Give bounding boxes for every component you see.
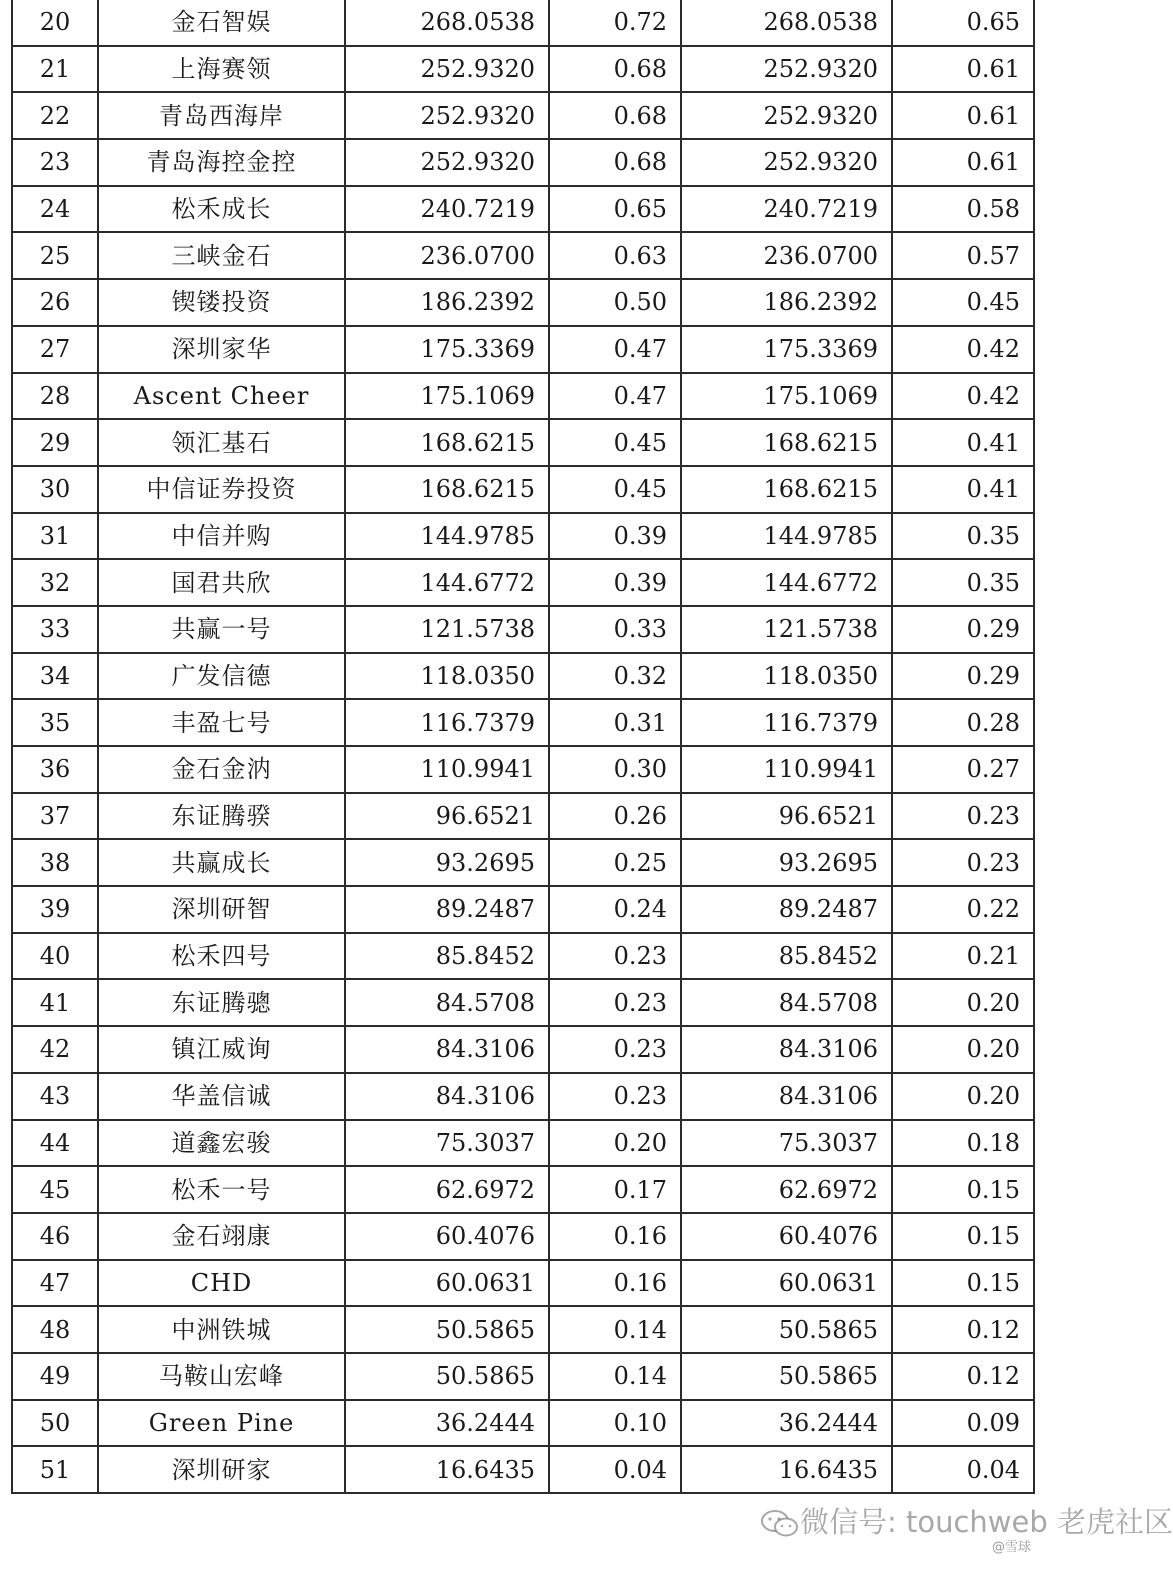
holder-name-cell: 金石金汭 xyxy=(98,746,345,793)
row-number-cell: 24 xyxy=(12,186,98,233)
shares-before-cell: 186.2392 xyxy=(345,279,549,326)
row-number-cell: 45 xyxy=(12,1166,98,1213)
table-row xyxy=(12,839,1034,886)
holder-name-cell: 共赢成长 xyxy=(98,839,345,886)
ratio-before-cell: 0.30 xyxy=(549,746,681,793)
holder-name-cell: 深圳研家 xyxy=(98,1446,345,1493)
table-row xyxy=(12,746,1034,793)
ratio-before-cell: 0.72 xyxy=(549,0,681,46)
shares-before-cell: 75.3037 xyxy=(345,1120,549,1167)
ratio-before-cell: 0.14 xyxy=(549,1306,681,1353)
table-row xyxy=(12,1446,1034,1493)
ratio-after-cell: 0.57 xyxy=(892,232,1034,279)
table-row xyxy=(12,1306,1034,1353)
wechat-icon xyxy=(760,1508,800,1538)
table-row xyxy=(12,1213,1034,1260)
shares-after-cell: 50.5865 xyxy=(681,1353,892,1400)
ratio-before-cell: 0.68 xyxy=(549,139,681,186)
table-row xyxy=(12,1260,1034,1307)
table-row xyxy=(12,1073,1034,1120)
shares-before-cell: 168.6215 xyxy=(345,419,549,466)
shares-after-cell: 60.4076 xyxy=(681,1213,892,1260)
table-row xyxy=(12,1353,1034,1400)
row-number-cell: 40 xyxy=(12,933,98,980)
ratio-before-cell: 0.23 xyxy=(549,933,681,980)
ratio-after-cell: 0.65 xyxy=(892,0,1034,46)
shares-before-cell: 16.6435 xyxy=(345,1446,549,1493)
shares-before-cell: 89.2487 xyxy=(345,886,549,933)
ratio-after-cell: 0.23 xyxy=(892,839,1034,886)
ratio-after-cell: 0.29 xyxy=(892,653,1034,700)
ratio-after-cell: 0.04 xyxy=(892,1446,1034,1493)
table-row xyxy=(12,1166,1034,1213)
shares-before-cell: 175.3369 xyxy=(345,326,549,373)
shares-after-cell: 110.9941 xyxy=(681,746,892,793)
shares-before-cell: 85.8452 xyxy=(345,933,549,980)
holder-name-cell: 青岛海控金控 xyxy=(98,139,345,186)
table-row xyxy=(12,466,1034,513)
ratio-after-cell: 0.21 xyxy=(892,933,1034,980)
ratio-after-cell: 0.20 xyxy=(892,1026,1034,1073)
row-number-cell: 21 xyxy=(12,46,98,93)
ratio-after-cell: 0.61 xyxy=(892,92,1034,139)
holder-name-cell: 领汇基石 xyxy=(98,419,345,466)
row-number-cell: 27 xyxy=(12,326,98,373)
shares-after-cell: 16.6435 xyxy=(681,1446,892,1493)
shares-before-cell: 240.7219 xyxy=(345,186,549,233)
ratio-after-cell: 0.42 xyxy=(892,326,1034,373)
watermark-sub: @雪球 xyxy=(992,1540,1032,1555)
ratio-after-cell: 0.23 xyxy=(892,793,1034,840)
shares-before-cell: 84.3106 xyxy=(345,1026,549,1073)
ratio-after-cell: 0.61 xyxy=(892,139,1034,186)
shares-after-cell: 252.9320 xyxy=(681,46,892,93)
shares-after-cell: 240.7219 xyxy=(681,186,892,233)
ratio-after-cell: 0.15 xyxy=(892,1213,1034,1260)
shares-after-cell: 75.3037 xyxy=(681,1120,892,1167)
table-row xyxy=(12,92,1034,139)
shares-after-cell: 93.2695 xyxy=(681,839,892,886)
holder-name-cell: 东证腾骙 xyxy=(98,793,345,840)
table-row xyxy=(12,1400,1034,1447)
table-row xyxy=(12,186,1034,233)
row-number-cell: 26 xyxy=(12,279,98,326)
ratio-before-cell: 0.14 xyxy=(549,1353,681,1400)
shares-after-cell: 60.0631 xyxy=(681,1260,892,1307)
holder-name-cell: 金石智娱 xyxy=(98,0,345,46)
holder-name-cell: 松禾成长 xyxy=(98,186,345,233)
holder-name-cell: 中洲铁城 xyxy=(98,1306,345,1353)
shares-after-cell: 116.7379 xyxy=(681,699,892,746)
ratio-after-cell: 0.42 xyxy=(892,373,1034,420)
ratio-after-cell: 0.35 xyxy=(892,559,1034,606)
row-number-cell: 29 xyxy=(12,419,98,466)
shares-before-cell: 236.0700 xyxy=(345,232,549,279)
holder-name-cell: 中信并购 xyxy=(98,513,345,560)
table-row xyxy=(12,419,1034,466)
row-number-cell: 49 xyxy=(12,1353,98,1400)
shares-after-cell: 252.9320 xyxy=(681,139,892,186)
ratio-before-cell: 0.39 xyxy=(549,513,681,560)
row-number-cell: 30 xyxy=(12,466,98,513)
row-number-cell: 33 xyxy=(12,606,98,653)
shares-before-cell: 144.9785 xyxy=(345,513,549,560)
row-number-cell: 46 xyxy=(12,1213,98,1260)
ratio-after-cell: 0.27 xyxy=(892,746,1034,793)
row-number-cell: 38 xyxy=(12,839,98,886)
holder-name-cell: 国君共欣 xyxy=(98,559,345,606)
shares-before-cell: 268.0538 xyxy=(345,0,549,46)
row-number-cell: 34 xyxy=(12,653,98,700)
shares-before-cell: 252.9320 xyxy=(345,46,549,93)
ratio-after-cell: 0.28 xyxy=(892,699,1034,746)
shares-after-cell: 62.6972 xyxy=(681,1166,892,1213)
row-number-cell: 51 xyxy=(12,1446,98,1493)
ratio-after-cell: 0.20 xyxy=(892,1073,1034,1120)
shares-after-cell: 84.3106 xyxy=(681,1073,892,1120)
ratio-before-cell: 0.45 xyxy=(549,419,681,466)
shares-before-cell: 93.2695 xyxy=(345,839,549,886)
ratio-before-cell: 0.23 xyxy=(549,979,681,1026)
shares-after-cell: 121.5738 xyxy=(681,606,892,653)
shares-before-cell: 96.6521 xyxy=(345,793,549,840)
row-number-cell: 47 xyxy=(12,1260,98,1307)
watermark xyxy=(760,1490,1173,1560)
ratio-after-cell: 0.22 xyxy=(892,886,1034,933)
ratio-after-cell: 0.41 xyxy=(892,466,1034,513)
ratio-before-cell: 0.68 xyxy=(549,46,681,93)
shares-before-cell: 252.9320 xyxy=(345,92,549,139)
ratio-before-cell: 0.20 xyxy=(549,1120,681,1167)
shares-after-cell: 236.0700 xyxy=(681,232,892,279)
ratio-before-cell: 0.23 xyxy=(549,1073,681,1120)
shares-before-cell: 121.5738 xyxy=(345,606,549,653)
ratio-before-cell: 0.24 xyxy=(549,886,681,933)
table-body xyxy=(12,0,1034,1493)
ratio-before-cell: 0.10 xyxy=(549,1400,681,1447)
shares-after-cell: 168.6215 xyxy=(681,466,892,513)
ratio-after-cell: 0.20 xyxy=(892,979,1034,1026)
row-number-cell: 42 xyxy=(12,1026,98,1073)
ratio-before-cell: 0.16 xyxy=(549,1213,681,1260)
ratio-after-cell: 0.18 xyxy=(892,1120,1034,1167)
row-number-cell: 44 xyxy=(12,1120,98,1167)
table-row xyxy=(12,606,1034,653)
shares-before-cell: 60.0631 xyxy=(345,1260,549,1307)
table-row xyxy=(12,326,1034,373)
row-number-cell: 22 xyxy=(12,92,98,139)
ratio-before-cell: 0.16 xyxy=(549,1260,681,1307)
ratio-before-cell: 0.47 xyxy=(549,326,681,373)
table-row xyxy=(12,933,1034,980)
ratio-after-cell: 0.15 xyxy=(892,1166,1034,1213)
ratio-after-cell: 0.41 xyxy=(892,419,1034,466)
shares-after-cell: 89.2487 xyxy=(681,886,892,933)
holder-name-cell: 青岛西海岸 xyxy=(98,92,345,139)
holder-name-cell: Ascent Cheer xyxy=(98,373,345,420)
row-number-cell: 35 xyxy=(12,699,98,746)
row-number-cell: 43 xyxy=(12,1073,98,1120)
row-number-cell: 25 xyxy=(12,232,98,279)
shares-after-cell: 168.6215 xyxy=(681,419,892,466)
holder-name-cell: 镇江威询 xyxy=(98,1026,345,1073)
shares-after-cell: 144.6772 xyxy=(681,559,892,606)
shares-after-cell: 84.3106 xyxy=(681,1026,892,1073)
shares-after-cell: 268.0538 xyxy=(681,0,892,46)
ratio-before-cell: 0.47 xyxy=(549,373,681,420)
shareholder-table xyxy=(11,0,1035,1494)
row-number-cell: 32 xyxy=(12,559,98,606)
row-number-cell: 20 xyxy=(12,0,98,46)
holder-name-cell: 松禾一号 xyxy=(98,1166,345,1213)
shares-before-cell: 50.5865 xyxy=(345,1353,549,1400)
shares-after-cell: 50.5865 xyxy=(681,1306,892,1353)
ratio-after-cell: 0.29 xyxy=(892,606,1034,653)
row-number-cell: 28 xyxy=(12,373,98,420)
ratio-before-cell: 0.23 xyxy=(549,1026,681,1073)
ratio-before-cell: 0.25 xyxy=(549,839,681,886)
shares-after-cell: 252.9320 xyxy=(681,92,892,139)
shares-before-cell: 84.3106 xyxy=(345,1073,549,1120)
shares-after-cell: 144.9785 xyxy=(681,513,892,560)
table-row xyxy=(12,373,1034,420)
shares-before-cell: 118.0350 xyxy=(345,653,549,700)
shares-after-cell: 85.8452 xyxy=(681,933,892,980)
ratio-after-cell: 0.15 xyxy=(892,1260,1034,1307)
shares-after-cell: 84.5708 xyxy=(681,979,892,1026)
ratio-after-cell: 0.58 xyxy=(892,186,1034,233)
holder-name-cell: CHD xyxy=(98,1260,345,1307)
shares-before-cell: 50.5865 xyxy=(345,1306,549,1353)
table-row xyxy=(12,1026,1034,1073)
ratio-before-cell: 0.17 xyxy=(549,1166,681,1213)
ratio-after-cell: 0.09 xyxy=(892,1400,1034,1447)
row-number-cell: 41 xyxy=(12,979,98,1026)
holder-name-cell: 锲镂投资 xyxy=(98,279,345,326)
shares-before-cell: 62.6972 xyxy=(345,1166,549,1213)
shares-before-cell: 60.4076 xyxy=(345,1213,549,1260)
shares-before-cell: 168.6215 xyxy=(345,466,549,513)
table-row xyxy=(12,653,1034,700)
holder-name-cell: 丰盈七号 xyxy=(98,699,345,746)
ratio-before-cell: 0.26 xyxy=(549,793,681,840)
ratio-after-cell: 0.12 xyxy=(892,1306,1034,1353)
shares-after-cell: 175.1069 xyxy=(681,373,892,420)
shares-after-cell: 186.2392 xyxy=(681,279,892,326)
table-row xyxy=(12,513,1034,560)
ratio-before-cell: 0.04 xyxy=(549,1446,681,1493)
watermark-text: 微信号: touchweb 老虎社区 xyxy=(800,1505,1173,1539)
row-number-cell: 48 xyxy=(12,1306,98,1353)
row-number-cell: 39 xyxy=(12,886,98,933)
ratio-before-cell: 0.50 xyxy=(549,279,681,326)
table-row xyxy=(12,793,1034,840)
table-row xyxy=(12,46,1034,93)
ratio-before-cell: 0.63 xyxy=(549,232,681,279)
ratio-before-cell: 0.68 xyxy=(549,92,681,139)
shares-before-cell: 84.5708 xyxy=(345,979,549,1026)
table-row xyxy=(12,886,1034,933)
holder-name-cell: 中信证券投资 xyxy=(98,466,345,513)
ratio-before-cell: 0.65 xyxy=(549,186,681,233)
table-row xyxy=(12,1120,1034,1167)
table-row xyxy=(12,559,1034,606)
holder-name-cell: 华盖信诚 xyxy=(98,1073,345,1120)
holder-name-cell: 马鞍山宏峰 xyxy=(98,1353,345,1400)
shares-before-cell: 144.6772 xyxy=(345,559,549,606)
ratio-before-cell: 0.32 xyxy=(549,653,681,700)
shares-after-cell: 36.2444 xyxy=(681,1400,892,1447)
table-row xyxy=(12,279,1034,326)
ratio-before-cell: 0.33 xyxy=(549,606,681,653)
ratio-after-cell: 0.12 xyxy=(892,1353,1034,1400)
ratio-before-cell: 0.31 xyxy=(549,699,681,746)
row-number-cell: 37 xyxy=(12,793,98,840)
holder-name-cell: 深圳家华 xyxy=(98,326,345,373)
holder-name-cell: 金石翊康 xyxy=(98,1213,345,1260)
ratio-after-cell: 0.61 xyxy=(892,46,1034,93)
table-row xyxy=(12,699,1034,746)
holder-name-cell: 松禾四号 xyxy=(98,933,345,980)
holder-name-cell: 上海赛领 xyxy=(98,46,345,93)
holder-name-cell: 共赢一号 xyxy=(98,606,345,653)
ratio-after-cell: 0.45 xyxy=(892,279,1034,326)
shares-before-cell: 110.9941 xyxy=(345,746,549,793)
shares-before-cell: 252.9320 xyxy=(345,139,549,186)
row-number-cell: 50 xyxy=(12,1400,98,1447)
holder-name-cell: 深圳研智 xyxy=(98,886,345,933)
table-row xyxy=(12,979,1034,1026)
shares-after-cell: 118.0350 xyxy=(681,653,892,700)
table-row xyxy=(12,139,1034,186)
holder-name-cell: 广发信德 xyxy=(98,653,345,700)
shares-after-cell: 96.6521 xyxy=(681,793,892,840)
row-number-cell: 23 xyxy=(12,139,98,186)
holder-name-cell: 三峡金石 xyxy=(98,232,345,279)
table-row xyxy=(12,232,1034,279)
shares-before-cell: 175.1069 xyxy=(345,373,549,420)
row-number-cell: 36 xyxy=(12,746,98,793)
holder-name-cell: 东证腾骢 xyxy=(98,979,345,1026)
shares-after-cell: 175.3369 xyxy=(681,326,892,373)
table-row xyxy=(12,0,1034,46)
holder-name-cell: Green Pine xyxy=(98,1400,345,1447)
row-number-cell: 31 xyxy=(12,513,98,560)
shares-before-cell: 36.2444 xyxy=(345,1400,549,1447)
shares-before-cell: 116.7379 xyxy=(345,699,549,746)
ratio-after-cell: 0.35 xyxy=(892,513,1034,560)
ratio-before-cell: 0.39 xyxy=(549,559,681,606)
holder-name-cell: 道鑫宏骏 xyxy=(98,1120,345,1167)
ratio-before-cell: 0.45 xyxy=(549,466,681,513)
